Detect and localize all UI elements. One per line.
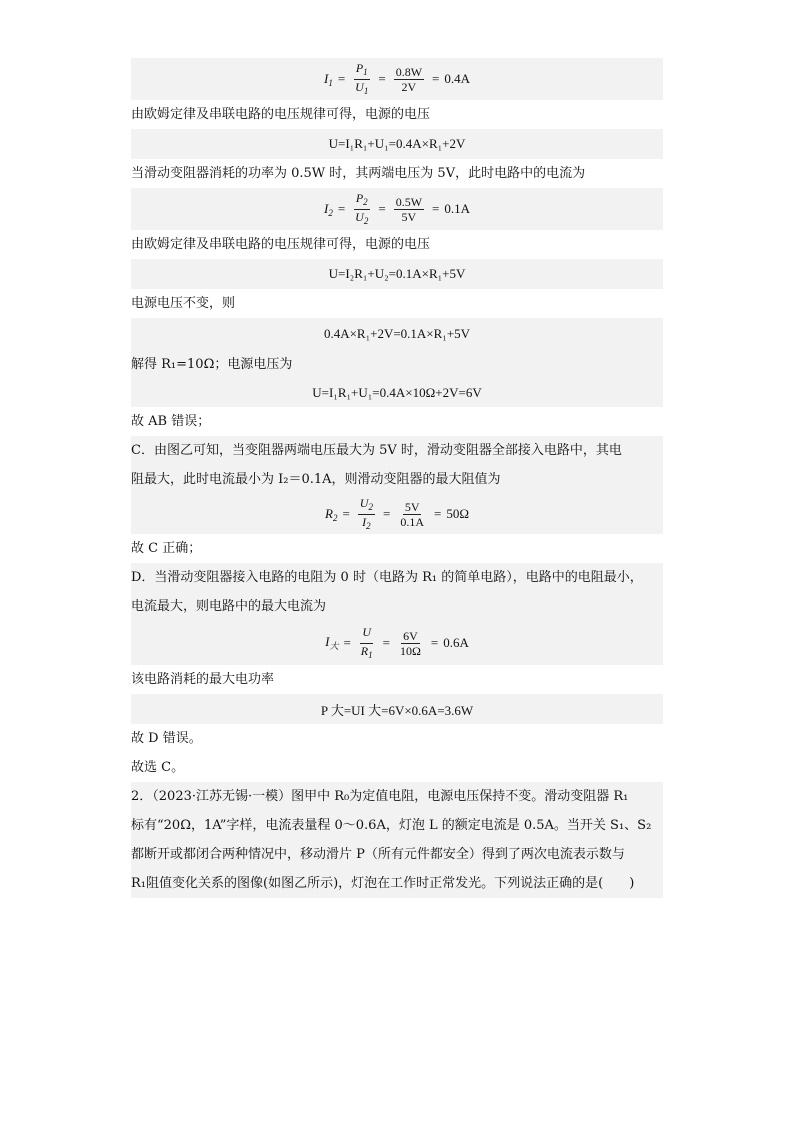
text-line: C．由图乙可知，当变阻器两端电压最大为 5V 时，滑动变阻器全部接入电路中，其电 [131, 436, 663, 465]
formula-max-current: $I_大$ = $\frac{U}{R_1}$ = $\frac{6V}{10\Omega}$ = 0.6A [131, 621, 663, 665]
formula-source-voltage-result: U=I₁R₁+U₁=0.4A×10Ω+2V=6V [131, 379, 663, 407]
question-line: 都断开或都闭合两种情况中，移动滑片 P（所有元件都安全）得到了两次电流表示数与 [131, 840, 663, 869]
question-line: R₁阻值变化关系的图像(如图乙所示)，灯泡在工作时正常发光。下列说法正确的是( ) [131, 869, 663, 898]
text-line: 解得 R₁=10Ω；电源电压为 [131, 350, 663, 379]
text-line: 由欧姆定律及串联电路的电压规律可得，电源的电压 [131, 237, 431, 252]
formula-max-resistance: $R_2$ = $\frac{U_2}{I_2}$ = $\frac{5V}{0.1A}$ = 50Ω [131, 494, 663, 534]
text-line: 阻最大，此时电流最小为 I₂＝0.1A，则滑动变阻器的最大阻值为 [131, 465, 663, 494]
text-line: 该电路消耗的最大电功率 [131, 672, 275, 687]
text-line: 由欧姆定律及串联电路的电压规律可得，电源的电压 [131, 107, 431, 122]
text-line: 故选 C。 [131, 760, 185, 775]
formula-max-power: P 大=UI 大=6V×0.6A=3.6W [131, 694, 663, 724]
text-line: D．当滑动变阻器接入电路的电阻为 0 时（电路为 R₁ 的简单电路），电路中的电阻最小， [131, 563, 663, 592]
formula-current-i2: $I_2$ = $\frac{P_2}{U_2}$ = $\frac{0.5W}{5V}$ = 0.1A [131, 188, 663, 230]
text-line: 当滑动变阻器消耗的功率为 0.5W 时，其两端电压为 5V，此时电路中的电流为 [131, 166, 586, 181]
question-line: 2．（2023·江苏无锡·一模）图甲中 R₀为定值电阻，电源电压保持不变。滑动变阻器 R₁ [131, 782, 663, 811]
text-line: 故 D 错误。 [131, 731, 202, 746]
formula-source-voltage-2: U=I₂R₁+U₂=0.1A×R₁+5V [131, 259, 663, 289]
question-line: 标有“20Ω，1A”字样，电流表量程 0～0.6A，灯泡 L 的额定电流是 0.5A。当开关 S₁、S₂ [131, 811, 663, 840]
text-line: 电源电压不变，则 [131, 296, 236, 311]
formula-source-voltage-1: U=I₁R₁+U₁=0.4A×R₁+2V [131, 129, 663, 159]
document-page [131, 58, 663, 898]
text-line: 故 C 正确； [131, 541, 202, 556]
formula-current-i1: $I_1$ = $\frac{P_1}{U_1}$ = $\frac{0.8W}{2V}$ = 0.4A [131, 58, 663, 100]
text-line: 故 AB 错误； [131, 414, 211, 429]
text-line: 电流最大，则电路中的最大电流为 [131, 592, 663, 621]
formula-equation: 0.4A×R₁+2V=0.1A×R₁+5V [131, 318, 663, 350]
